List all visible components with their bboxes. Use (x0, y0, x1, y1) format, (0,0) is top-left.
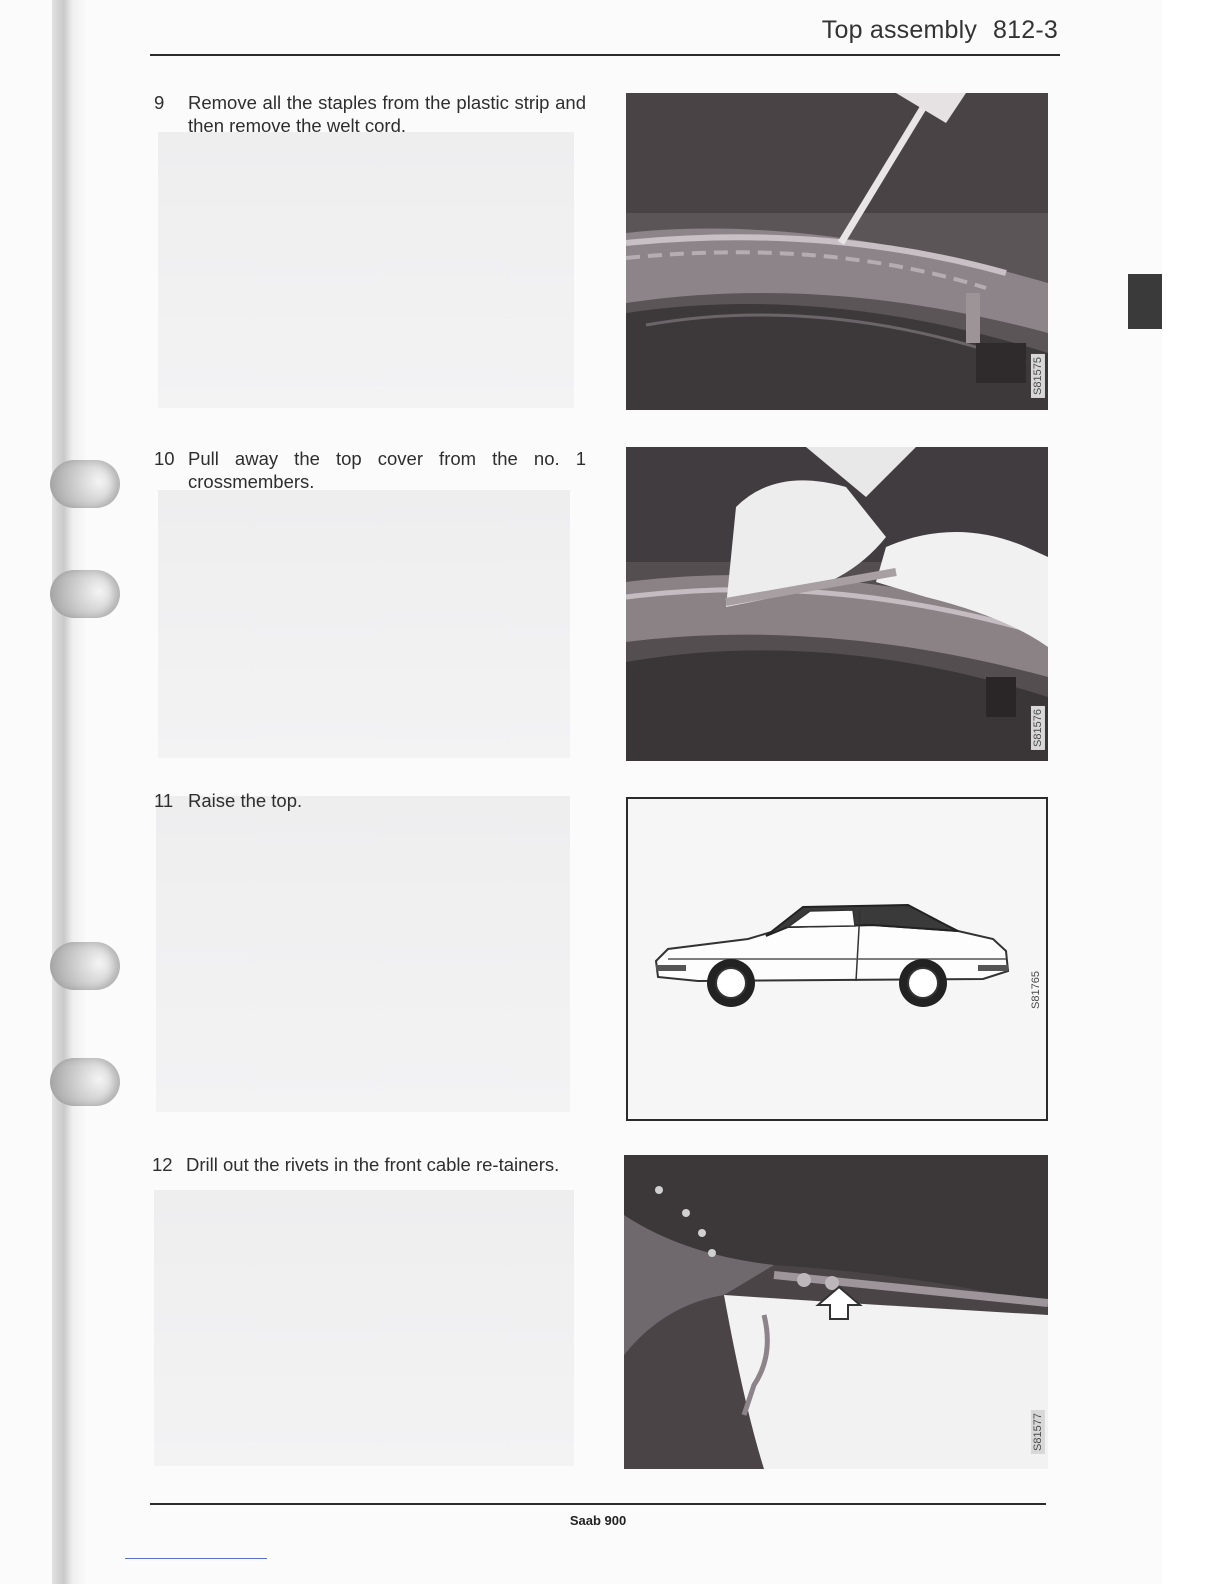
step-number: 9 (154, 92, 165, 113)
page-number: 812-3 (993, 16, 1058, 44)
footer-text: Saab 900 (569, 1513, 627, 1528)
page-header (150, 16, 1060, 56)
step-9-text (154, 91, 586, 137)
binder-hole (50, 570, 120, 618)
step-9-photo (626, 93, 1048, 410)
step-number: 12 (152, 1154, 173, 1175)
section-tab-marker (1128, 274, 1162, 329)
step-number: 11 (154, 790, 174, 811)
step-instruction: Raise the top. (188, 790, 303, 811)
step-10-text (154, 447, 586, 493)
step-12-text (152, 1153, 586, 1176)
text-panel (158, 132, 574, 408)
binder-hole (50, 460, 120, 508)
step-11-illustration (626, 797, 1048, 1121)
text-panel (158, 490, 570, 758)
photo-code: S81577 (1031, 1410, 1045, 1454)
page-footer (150, 1503, 1046, 1528)
page-edge (1162, 0, 1224, 1584)
step-instruction: Remove all the staples from the plastic strip and then remove the welt cord. (188, 92, 586, 136)
step-instruction: Pull away the top cover from the no. 1 crossmembers. (188, 448, 586, 492)
text-panel (154, 1190, 574, 1466)
photo-top-cover-pull (626, 447, 1048, 761)
photo-code: S81576 (1031, 706, 1045, 750)
binder-hole (50, 1058, 120, 1106)
convertible-car-drawing (628, 799, 1046, 1119)
step-12-photo (624, 1155, 1048, 1469)
text-panel (156, 796, 570, 1112)
footer-rule (125, 1558, 267, 1559)
binder-edge (52, 0, 86, 1584)
step-11-text (154, 789, 586, 812)
section-title: Top assembly (821, 16, 978, 44)
photo-code: S81575 (1031, 354, 1045, 398)
step-instruction: Drill out the rivets in the front cable re-tainers. (186, 1154, 560, 1175)
photo-welt-cord-removal (626, 93, 1048, 410)
step-number: 10 (154, 448, 175, 469)
header-title (822, 16, 1058, 45)
step-10-photo (626, 447, 1048, 761)
binder-hole (50, 942, 120, 990)
illustration-code: S81765 (1030, 971, 1043, 1009)
photo-cable-retainer-rivets (624, 1155, 1048, 1469)
